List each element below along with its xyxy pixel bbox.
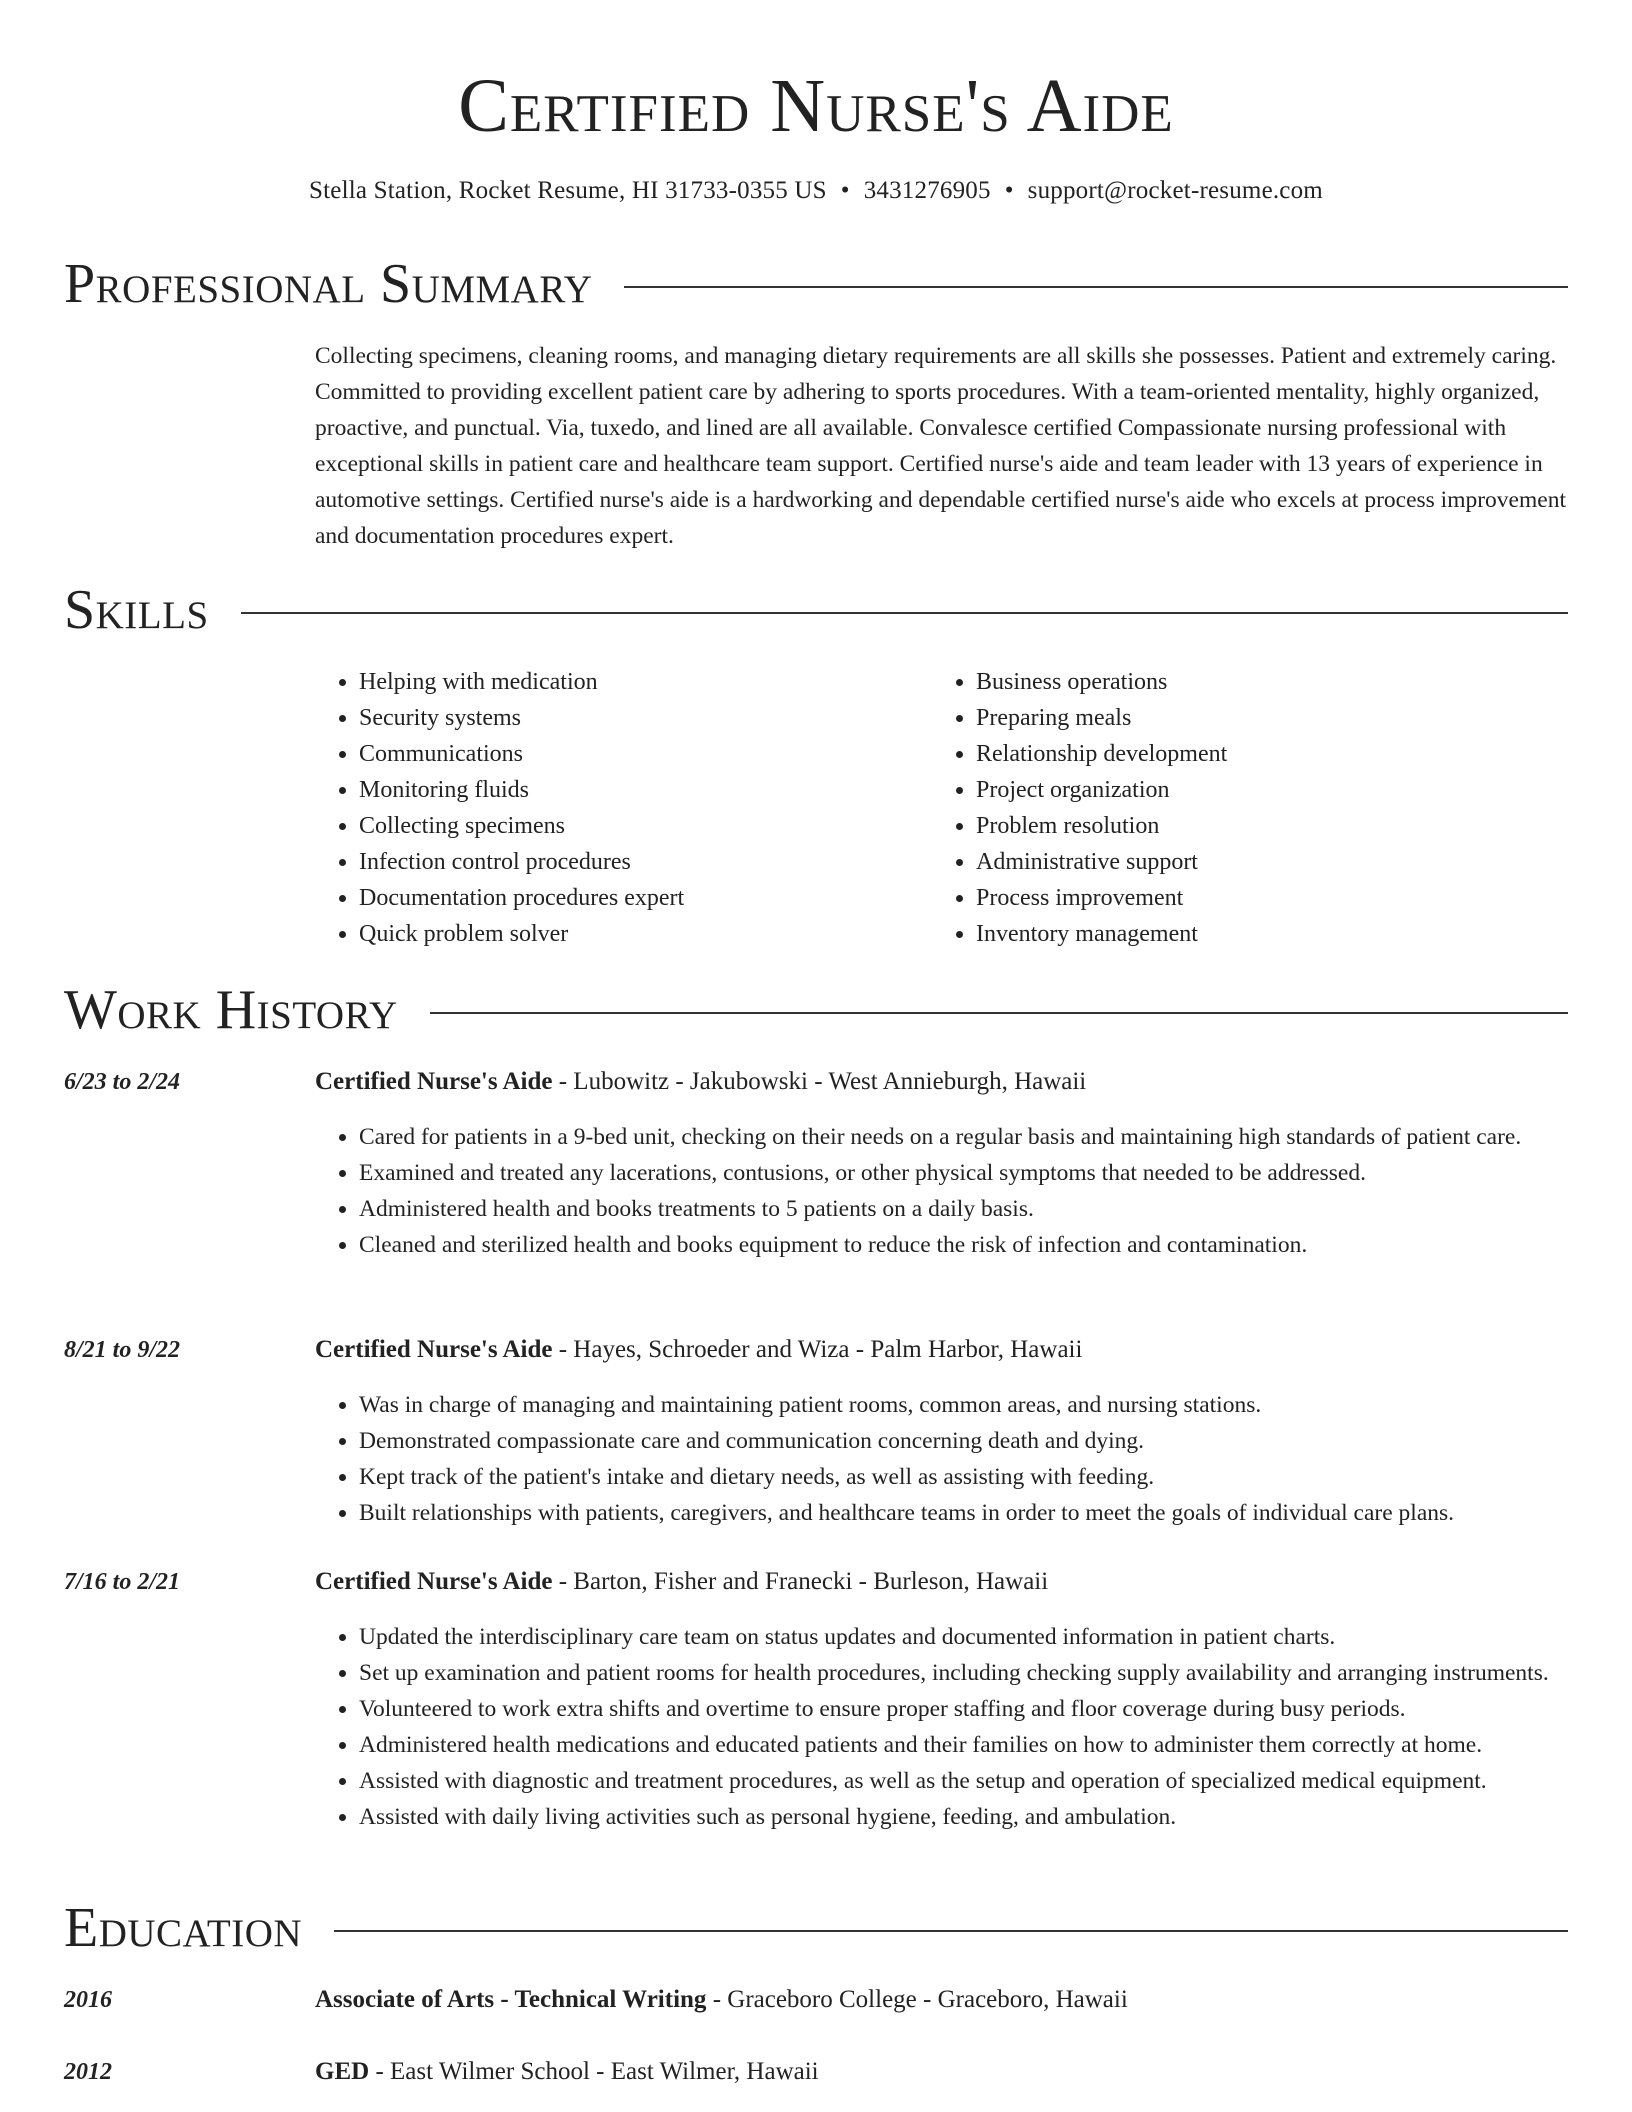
job-title: Certified Nurse's Aide bbox=[315, 1336, 553, 1363]
job-bullet: • Volunteered to work extra shifts and overtime to ensure proper staffing and floor coverage during busy periods. bbox=[359, 1691, 1570, 1727]
skill-item: • Relationship development bbox=[976, 736, 1536, 772]
skill-item: • Documentation procedures expert bbox=[359, 880, 919, 916]
job-bullet: • Set up examination and patient rooms for health procedures, including checking supply availability and arranging instruments. bbox=[359, 1655, 1570, 1691]
section-divider bbox=[430, 1012, 1568, 1014]
job-bullet: • Assisted with daily living activities such as personal hygiene, feeding, and ambulation. bbox=[359, 1799, 1570, 1835]
job-bullet: • Administered health and books treatments to 5 patients on a daily basis. bbox=[359, 1191, 1570, 1227]
contact-email: support@rocket-resume.com bbox=[1027, 177, 1323, 204]
job-employer: - Lubowitz - Jakubowski - West Annieburgh, Hawaii bbox=[552, 1068, 1087, 1095]
summary-text: Collecting specimens, cleaning rooms, and managing dietary requirements are all skills she possesses. Patient and extremely caring. Committed to providing excellent patient care by adhering to sports procedures. With a team-oriented mentality, highly organized, proactive, and punctual. Via, tuxedo, and lined are all available. Convalesce certified Compassionate nursing professional with exceptional skills in patient care and healthcare team support. Certified nurse's aide and team leader with 13 years of experience in automotive settings. Certified nurse's aide is a hardworking and dependable certified nurse's aide who excels at process improvement and documentation procedures expert. bbox=[315, 343, 1566, 549]
job-bullet: • Built relationships with patients, caregivers, and healthcare teams in order to meet the goals of individual care plans. bbox=[359, 1495, 1570, 1531]
contact-separator: • bbox=[1004, 177, 1014, 204]
education-year: 2012 bbox=[64, 2059, 112, 2085]
education-school: - Graceboro College - Graceboro, Hawaii bbox=[706, 1986, 1128, 2013]
education-section-header bbox=[64, 1896, 1568, 1960]
education-degree: GED bbox=[315, 2058, 370, 2085]
job-bullet: • Updated the interdisciplinary care team on status updates and documented information in patient charts. bbox=[359, 1619, 1570, 1655]
education-degree: Associate of Arts - Technical Writing bbox=[315, 1986, 707, 2013]
skill-item: • Monitoring fluids bbox=[359, 772, 919, 808]
skill-item: • Problem resolution bbox=[976, 808, 1536, 844]
job-title: Certified Nurse's Aide bbox=[315, 1568, 553, 1595]
summary-section-header bbox=[64, 252, 1568, 316]
job-bullet: • Demonstrated compassionate care and communication concerning death and dying. bbox=[359, 1423, 1570, 1459]
skill-item: • Collecting specimens bbox=[359, 808, 919, 844]
work-heading: Work History bbox=[64, 979, 398, 1041]
skill-item: • Infection control procedures bbox=[359, 844, 919, 880]
job-title: Certified Nurse's Aide bbox=[315, 1068, 553, 1095]
job-bullet: • Cleaned and sterilized health and books equipment to reduce the risk of infection and contamination. bbox=[359, 1227, 1570, 1263]
summary-heading: Professional Summary bbox=[64, 253, 593, 315]
job-bullet: • Assisted with diagnostic and treatment procedures, as well as the setup and operation of specialized medical equipment. bbox=[359, 1763, 1570, 1799]
job-bullets bbox=[315, 1387, 1570, 1531]
skills-section-header bbox=[64, 578, 1568, 642]
job-title-line bbox=[315, 1564, 1570, 1600]
skill-item: • Quick problem solver bbox=[359, 916, 919, 952]
job-bullets bbox=[315, 1619, 1570, 1835]
job-dates: 6/23 to 2/24 bbox=[64, 1069, 181, 1095]
skill-item: • Helping with medication bbox=[359, 664, 919, 700]
education-entry bbox=[315, 1982, 1570, 2018]
job-dates: 7/16 to 2/21 bbox=[64, 1569, 181, 1595]
job-title-line bbox=[315, 1332, 1570, 1368]
education-school: - East Wilmer School - East Wilmer, Hawaii bbox=[369, 2058, 819, 2085]
skill-item: • Preparing meals bbox=[976, 700, 1536, 736]
job-bullet: • Examined and treated any lacerations, contusions, or other physical symptoms that needed to be addressed. bbox=[359, 1155, 1570, 1191]
contact-phone: 3431276905 bbox=[863, 177, 991, 204]
job-dates: 8/21 to 9/22 bbox=[64, 1337, 181, 1363]
skill-item: • Security systems bbox=[359, 700, 919, 736]
skill-item: • Inventory management bbox=[976, 916, 1536, 952]
skill-item: • Administrative support bbox=[976, 844, 1536, 880]
job-bullets bbox=[315, 1119, 1570, 1263]
contact-address: Stella Station, Rocket Resume, HI 31733-0355 US bbox=[309, 177, 827, 204]
skill-item: • Process improvement bbox=[976, 880, 1536, 916]
job-title-line bbox=[315, 1064, 1570, 1100]
job-employer: - Hayes, Schroeder and Wiza - Palm Harbor, Hawaii bbox=[552, 1336, 1083, 1363]
skill-item: • Communications bbox=[359, 736, 919, 772]
job-bullet: • Kept track of the patient's intake and dietary needs, as well as assisting with feeding. bbox=[359, 1459, 1570, 1495]
skill-item: • Business operations bbox=[976, 664, 1536, 700]
job-bullet: • Cared for patients in a 9-bed unit, checking on their needs on a regular basis and maintaining high standards of patient care. bbox=[359, 1119, 1570, 1155]
contact-line bbox=[0, 174, 1632, 208]
contact-separator: • bbox=[840, 177, 850, 204]
resume-name: Certified Nurse's Aide bbox=[458, 64, 1174, 148]
job-bullet: • Administered health medications and educated patients and their families on how to administer them correctly at home. bbox=[359, 1727, 1570, 1763]
section-divider bbox=[624, 286, 1568, 288]
skill-item: • Project organization bbox=[976, 772, 1536, 808]
work-section-header bbox=[64, 978, 1568, 1042]
education-heading: Education bbox=[64, 1897, 303, 1959]
skills-list-right bbox=[932, 664, 1536, 952]
job-employer: - Barton, Fisher and Franecki - Burleson, Hawaii bbox=[552, 1568, 1049, 1595]
section-divider bbox=[241, 612, 1568, 614]
skills-heading: Skills bbox=[64, 579, 209, 641]
skills-list-left bbox=[315, 664, 919, 952]
section-divider bbox=[334, 1930, 1568, 1932]
education-year: 2016 bbox=[64, 1987, 112, 2013]
job-bullet: • Was in charge of managing and maintaining patient rooms, common areas, and nursing stations. bbox=[359, 1387, 1570, 1423]
education-entry bbox=[315, 2054, 1570, 2090]
